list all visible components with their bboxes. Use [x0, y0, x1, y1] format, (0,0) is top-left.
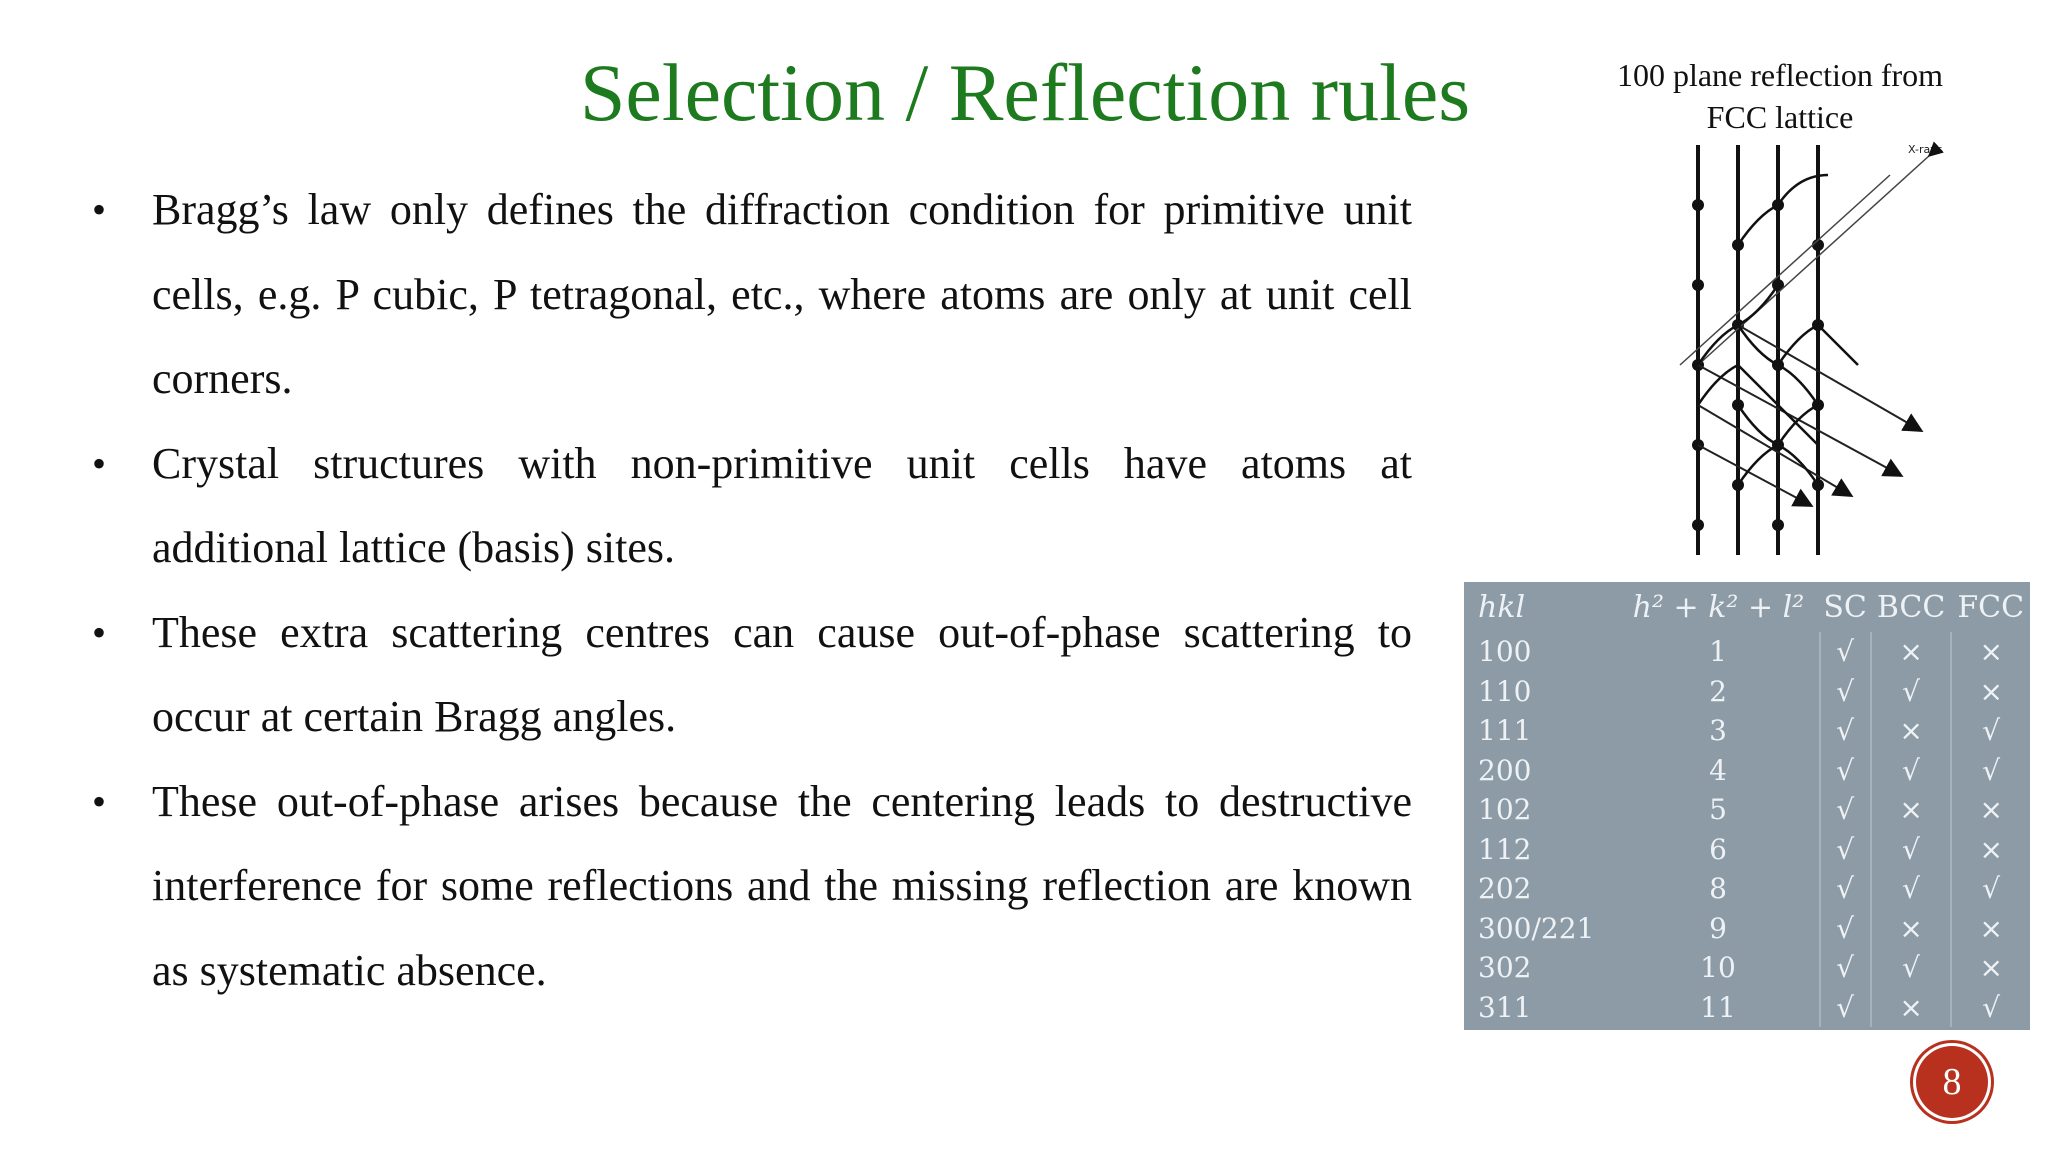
caption-line-1: 100 plane reflection from: [1616, 57, 1944, 93]
table-row: [1464, 790, 2030, 830]
table-row: [1464, 948, 2030, 988]
cell-hkl: 100: [1478, 635, 1532, 669]
cell-sc: √: [1820, 790, 1871, 830]
cell-fcc: √: [1951, 988, 2030, 1028]
cell-sc: √: [1820, 751, 1871, 791]
cell-bcc: √: [1871, 830, 1952, 870]
lattice-atoms: [1692, 199, 1824, 531]
table-row: [1464, 632, 2030, 672]
bullet-text: Crystal structures with non-primitive unit cells have atoms at additional lattice (basis) sites.: [152, 438, 1412, 572]
bullet-item: [92, 591, 1412, 760]
cell-sc: √: [1820, 869, 1871, 909]
bullet-text: These out-of-phase arises because the centering leads to destructive interference for some reflections and the missing reflection are known as systematic absence.: [152, 776, 1412, 995]
cell-bcc: √: [1871, 672, 1952, 712]
cell-hkl: 200: [1478, 753, 1532, 787]
cell-fcc: ×: [1951, 790, 2030, 830]
cell-hkl: 111: [1478, 714, 1532, 748]
bullet-list: [92, 168, 1412, 1013]
cell-fcc: ×: [1951, 672, 2030, 712]
cell-sc: √: [1820, 711, 1871, 751]
bullet-text: These extra scattering centres can cause out-of-phase scattering to occur at certain Bragg angles.: [152, 607, 1412, 741]
cell-sum: 11: [1700, 990, 1736, 1024]
cell-bcc: ×: [1871, 909, 1952, 949]
cell-sc: √: [1820, 830, 1871, 870]
cell-sc: √: [1820, 988, 1871, 1028]
cell-sum: 2: [1709, 674, 1727, 708]
table-row: [1464, 869, 2030, 909]
table-header-row: [1464, 582, 2030, 632]
table-row: [1464, 711, 2030, 751]
col-header-hkl: hkl: [1478, 589, 1526, 625]
cell-bcc: ×: [1871, 632, 1952, 672]
reflected-rays: [1698, 325, 1920, 505]
bullet-dot: •: [92, 440, 107, 486]
cell-fcc: ×: [1951, 948, 2030, 988]
bullet-dot: •: [92, 778, 107, 824]
cell-sum: 3: [1709, 714, 1727, 748]
diagram-caption: [1560, 54, 2000, 138]
cell-bcc: ×: [1871, 790, 1952, 830]
bullet-dot: •: [92, 187, 107, 232]
cell-fcc: √: [1951, 869, 2030, 909]
cell-sum: 10: [1700, 951, 1736, 985]
cell-sum: 6: [1709, 832, 1727, 866]
cell-fcc: √: [1951, 751, 2030, 791]
table-row: [1464, 672, 2030, 712]
table-row: [1464, 909, 2030, 949]
table-row: [1464, 830, 2030, 870]
cell-fcc: ×: [1951, 830, 2030, 870]
cell-fcc: ×: [1951, 909, 2030, 949]
cell-sum: 5: [1709, 793, 1727, 827]
cell-bcc: √: [1871, 869, 1952, 909]
cell-sc: √: [1820, 909, 1871, 949]
page-number-badge: 8: [1916, 1046, 1988, 1118]
cell-fcc: √: [1951, 711, 2030, 751]
cell-sum: 4: [1709, 753, 1727, 787]
bullet-item: [92, 760, 1412, 1014]
bullet-item: [92, 422, 1412, 591]
col-header-sc: SC: [1823, 589, 1867, 625]
cell-bcc: √: [1871, 948, 1952, 988]
table-row: [1464, 988, 2030, 1028]
selection-rules-table: [1464, 582, 2030, 1027]
cell-hkl: 302: [1478, 951, 1532, 985]
slide-title: Selection / Reflection rules: [579, 47, 1471, 138]
table-row: [1464, 751, 2030, 791]
col-header-sum: h² + k² + l²: [1632, 589, 1805, 625]
cell-bcc: √: [1871, 751, 1952, 791]
cell-hkl: 112: [1478, 832, 1532, 866]
cell-hkl: 202: [1478, 872, 1532, 906]
reflection-table: [1464, 582, 2030, 1030]
cell-hkl: 300/221: [1478, 911, 1595, 945]
cell-sum: 1: [1709, 635, 1727, 669]
col-header-bcc: BCC: [1876, 589, 1946, 625]
caption-line-2: FCC lattice: [1706, 99, 1854, 135]
cell-hkl: 110: [1478, 674, 1532, 708]
col-header-fcc: FCC: [1957, 589, 2025, 625]
cell-sum: 9: [1709, 911, 1727, 945]
bullet-dot: •: [92, 609, 107, 655]
bullet-item: [92, 168, 1412, 422]
fcc-reflection-diagram: [1640, 135, 1970, 565]
xrays-label: X-rays: [1908, 143, 1943, 156]
cell-hkl: 311: [1478, 990, 1532, 1024]
cell-bcc: ×: [1871, 711, 1952, 751]
bullet-text: Bragg’s law only defines the diffraction condition for primitive unit cells, e.g. P cubic, P tetragonal, etc., where atoms are only at unit cell corners.: [152, 185, 1412, 403]
cell-bcc: ×: [1871, 988, 1952, 1028]
cell-hkl: 102: [1478, 793, 1532, 827]
cell-fcc: ×: [1951, 632, 2030, 672]
cell-sc: √: [1820, 948, 1871, 988]
cell-sc: √: [1820, 672, 1871, 712]
cell-sum: 8: [1709, 872, 1727, 906]
cell-sc: √: [1820, 632, 1871, 672]
